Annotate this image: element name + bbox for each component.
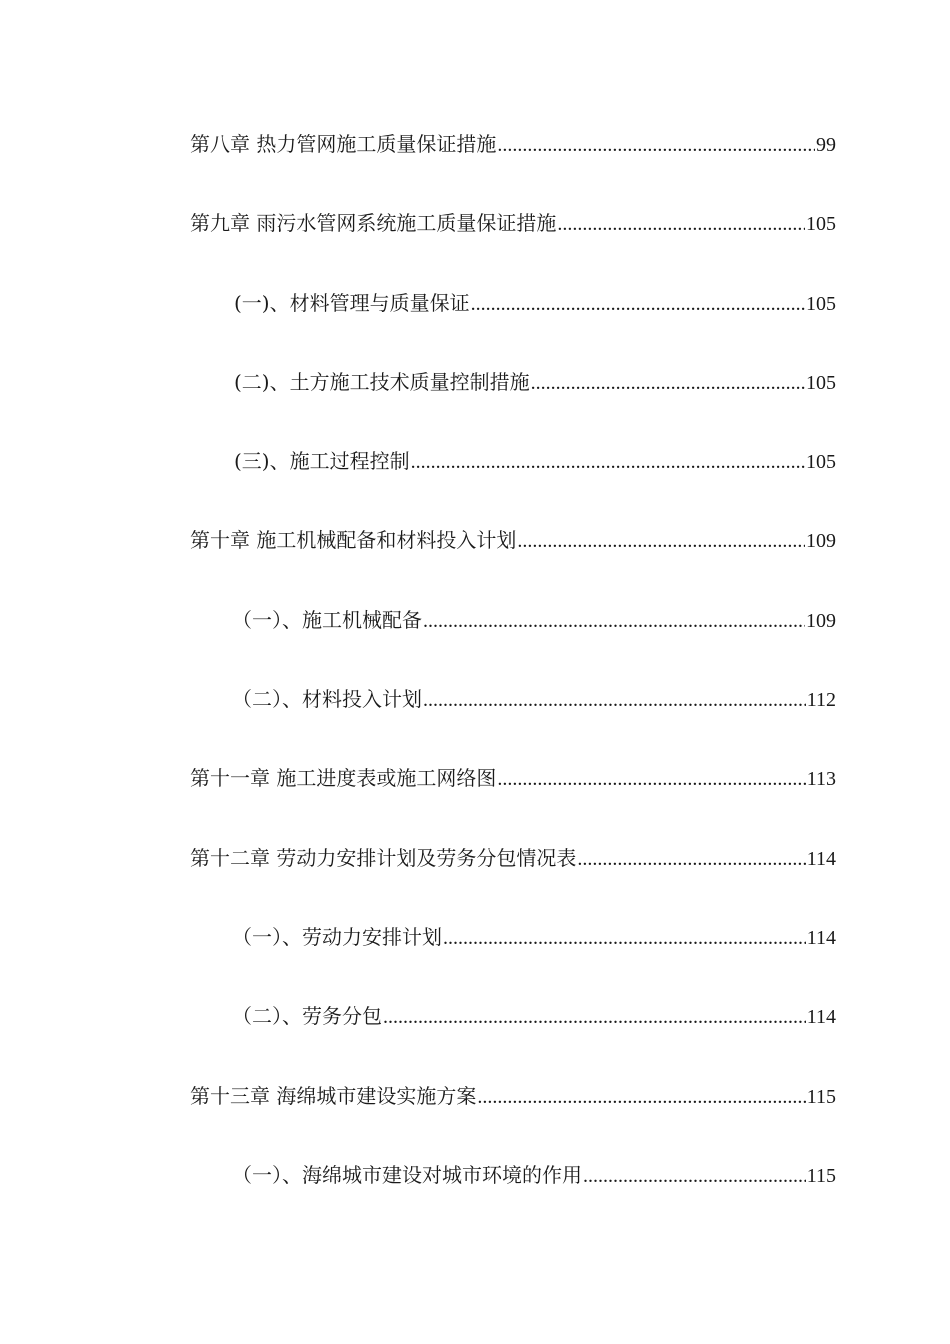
toc-entry[interactable]	[190, 838, 836, 917]
toc-entry-title: 第九章 雨污水管网系统施工质量保证措施	[190, 211, 557, 236]
toc-entry-title: （二）、劳务分包	[232, 1004, 382, 1029]
toc-entry-page-number: 105	[806, 213, 836, 236]
dot-leader	[411, 442, 805, 482]
toc-entry-title: 第八章 热力管网施工质量保证措施	[190, 132, 497, 156]
dot-leader	[557, 204, 805, 244]
toc-entry-title: 第十三章 海绵城市建设实施方案	[190, 1083, 477, 1108]
toc-entry-page-number: 112	[806, 689, 836, 712]
dot-leader	[517, 521, 805, 561]
toc-entry-title: 第十一章 施工进度表或施工网络图	[190, 766, 497, 791]
toc-subentry[interactable]	[190, 362, 836, 441]
toc-subentry[interactable]	[190, 283, 836, 362]
toc-entry-page-number: 105	[806, 292, 836, 315]
toc-entry-page-number: 114	[806, 1006, 836, 1029]
dot-leader	[577, 839, 805, 879]
toc-entry-title: （一）、施工机械配备	[232, 607, 422, 632]
dot-leader	[443, 918, 806, 958]
dot-leader	[383, 997, 806, 1037]
toc-entry-page-number: 105	[806, 451, 836, 474]
toc-entry-page-number: 99	[816, 134, 836, 156]
toc-subentry[interactable]	[190, 1155, 836, 1234]
toc-subentry[interactable]	[190, 600, 836, 679]
toc-entry[interactable]	[190, 203, 836, 282]
toc-entry-title: (三)、施工过程控制	[234, 449, 410, 474]
toc-entry-page-number: 114	[806, 926, 836, 949]
toc-entry-page-number: 115	[806, 1164, 836, 1187]
toc-subentry[interactable]	[190, 917, 836, 996]
toc-entry[interactable]	[190, 124, 836, 203]
toc-subentry[interactable]	[190, 441, 836, 520]
dot-leader	[423, 601, 805, 641]
toc-entry[interactable]	[190, 1076, 836, 1155]
dot-leader	[423, 680, 806, 720]
toc-entry[interactable]	[190, 520, 836, 599]
toc-entry-title: 第十章 施工机械配备和材料投入计划	[190, 528, 517, 553]
toc-entry-page-number: 105	[806, 371, 836, 394]
toc-entry-title: （一）、海绵城市建设对城市环境的作用	[232, 1162, 582, 1187]
toc-entry-page-number: 113	[806, 768, 836, 791]
toc-subentry[interactable]	[190, 679, 836, 758]
toc-entry-page-number: 109	[806, 530, 836, 553]
toc-entry-title: （二）、材料投入计划	[232, 687, 422, 712]
toc-entry-page-number: 109	[806, 609, 836, 632]
toc-entry-title: (二)、土方施工技术质量控制措施	[234, 369, 530, 394]
toc-entry-title: (一)、材料管理与质量保证	[234, 290, 470, 315]
dot-leader	[497, 759, 805, 799]
dot-leader	[471, 284, 805, 324]
toc-entry-title: （一）、劳动力安排计划	[232, 924, 442, 949]
dot-leader	[531, 363, 805, 403]
toc-entry-page-number: 114	[806, 847, 836, 870]
dot-leader	[477, 1077, 805, 1117]
table-of-contents	[190, 124, 836, 1234]
toc-entry-page-number: 115	[806, 1085, 836, 1108]
dot-leader	[497, 125, 815, 165]
toc-entry[interactable]	[190, 758, 836, 837]
dot-leader	[583, 1156, 806, 1196]
toc-subentry[interactable]	[190, 996, 836, 1075]
toc-entry-title: 第十二章 劳动力安排计划及劳务分包情况表	[190, 845, 577, 870]
